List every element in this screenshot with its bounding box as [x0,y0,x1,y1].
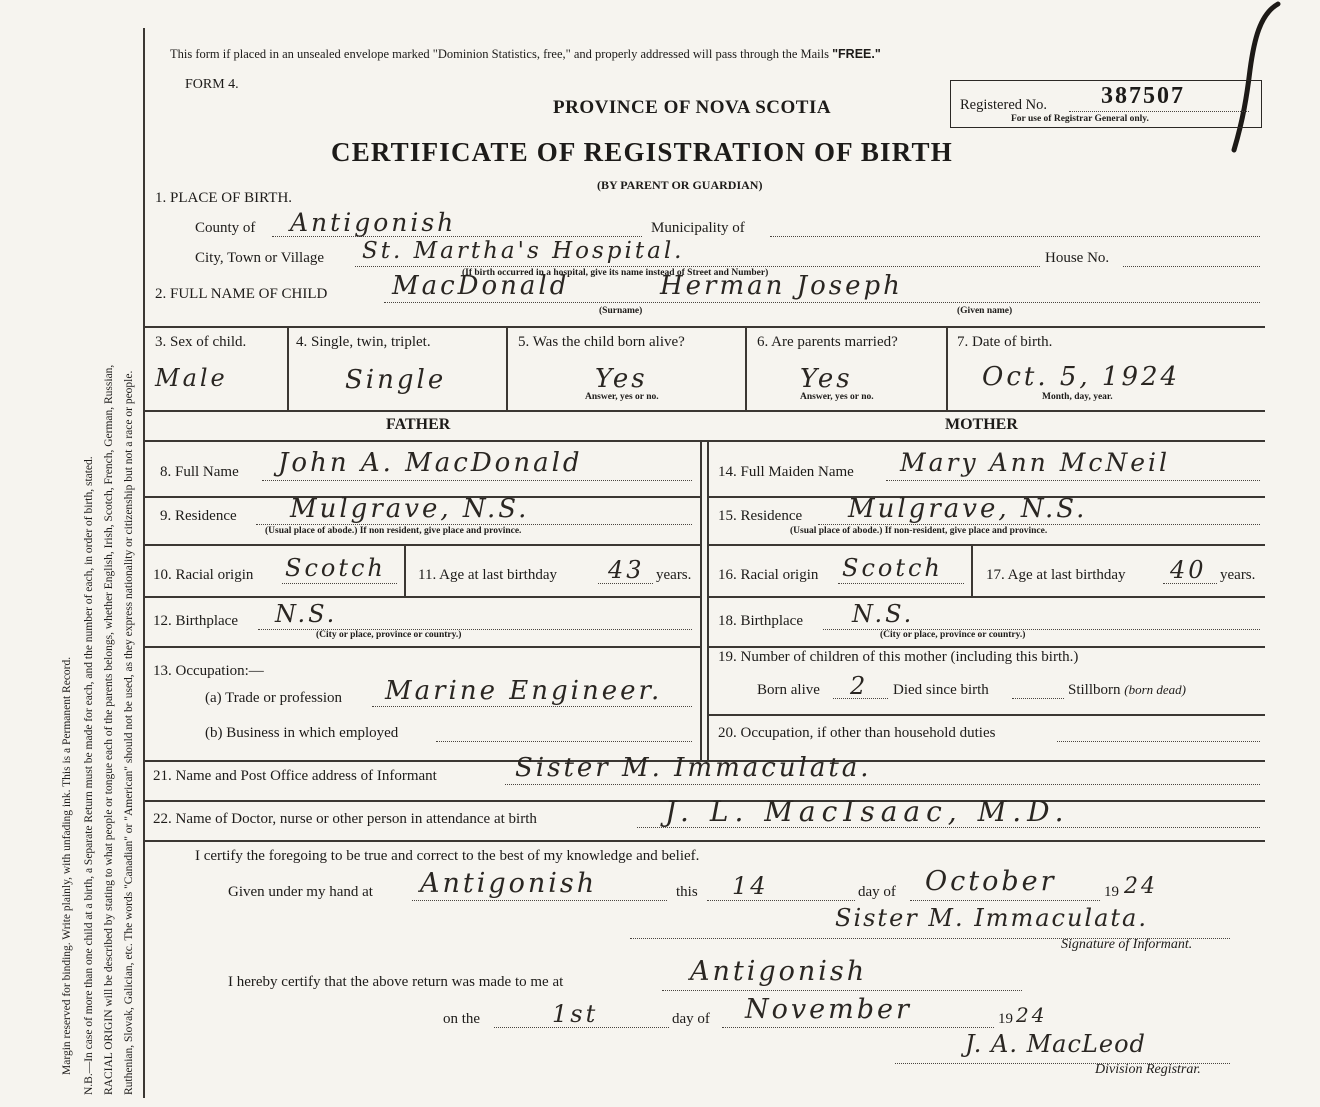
surname-note: (Surname) [599,306,643,316]
on-the-label: on the [443,1011,481,1027]
alive-answer-note: Answer, yes or no. [585,392,659,402]
municipality-dots [770,236,1260,237]
married-answer-note: Answer, yes or no. [800,392,874,402]
father-name-dots [262,480,692,481]
registered-dots [1069,111,1249,112]
father-name-value: John A. MacDonald [278,448,583,478]
mother-race-dots [838,583,964,584]
child-given-value: Herman Joseph [660,271,903,301]
doctor-label: 22. Name of Doctor, nurse or other person in attendance at birth [153,811,537,827]
father-residence-dots [256,524,692,525]
dob-note: Month, day, year. [1042,392,1113,402]
registrar-caption: Division Registrar. [1095,1062,1201,1077]
father-trade-dots [372,706,692,707]
mother-name-label: 14. Full Maiden Name [718,464,854,480]
cell-divider-3 [745,326,747,410]
informant-signature-caption: Signature of Informant. [1061,937,1193,952]
stillborn-note: (born dead) [1124,682,1187,697]
father-heading: FATHER [386,416,451,433]
sex-value: Male [155,364,228,392]
mother-name-dots [886,480,1260,481]
county-value: Antigonish [290,208,457,237]
county-label: County of [195,220,256,236]
side-note-4: Ruthenian, Slovak, Galician, etc. The words "Canadian" or "American" should not be used, as they express nationality or citizenship but not a race or people. [123,370,135,1095]
mail-notice: This form if placed in an unsealed envelope marked "Dominion Statistics, free," and properly addressed will pass through the Mails "FREE." [170,47,881,61]
mother-age-label: 17. Age at last birthday [986,567,1126,583]
father-birthplace-value: N.S. [275,600,338,628]
informant-dots [505,784,1260,785]
mother-heading: MOTHER [945,416,1018,433]
father-trade-label: (a) Trade or profession [205,690,343,706]
place-heading: 1. PLACE OF BIRTH. [155,190,293,206]
father-rule-4 [145,646,700,648]
stillborn-text: Stillborn [1068,682,1121,698]
mother-children-label: 19. Number of children of this mother (including this birth.) [718,649,1079,665]
registrar-signature: J. A. MacLeod [965,1030,1146,1058]
mother-name-value: Mary Ann McNeil [900,448,1170,477]
side-note-1: Margin reserved for binding. Write plainly, with unfading ink. This is a Permanent Record. [61,656,73,1075]
day-value: 14 [732,872,769,900]
father-residence-note: (Usual place of abode.) If non resident, give place and province. [265,526,522,536]
alive-label: 5. Was the child born alive? [518,334,685,350]
mother-residence-dots [818,524,1260,525]
reg-month-dots [722,1027,994,1028]
cell-divider-1 [287,326,289,410]
mother-residence-value: Mulgrave, N.S. [848,494,1088,524]
mother-rule-5 [707,714,1265,716]
given-note: (Given name) [957,306,1013,316]
cells-top-rule [145,326,1265,328]
doctor-rule [145,840,1265,842]
father-birthplace-label: 12. Birthplace [153,613,238,629]
father-rule-2 [145,544,700,546]
father-business-dots [436,741,692,742]
father-race-value: Scotch [285,554,386,582]
father-race-divider [404,544,406,596]
mother-residence-label: 15. Residence [718,508,803,524]
died-label: Died since birth [893,682,989,698]
reg-day-value: 1st [552,1000,599,1028]
registrar-statement: I hereby certify that the above return was made to me at [228,974,564,990]
cells-bottom-rule [145,410,1265,412]
father-residence-label: 9. Residence [160,508,237,524]
dob-label: 7. Date of birth. [957,334,1053,350]
father-trade-value: Marine Engineer. [385,676,663,706]
father-race-label: 10. Racial origin [153,567,254,583]
father-age-label: 11. Age at last birthday [418,567,557,583]
married-label: 6. Are parents married? [757,334,898,350]
father-business-label: (b) Business in which employed [205,725,399,741]
cell-divider-4 [946,326,948,410]
mother-residence-note: (Usual place of abode.) If non-resident, give place and province. [790,526,1048,536]
stillborn-label [1068,682,1186,699]
year-prefix: 19 [1104,884,1119,900]
city-dots [355,266,1040,267]
mother-occupation-dots [1057,741,1260,742]
given-label: Given under my hand at [228,884,373,900]
dob-value: Oct. 5, 1924 [982,362,1181,392]
parents-center-rule-2 [707,440,709,760]
mother-age-value: 40 [1170,556,1207,584]
child-surname-value: MacDonald [392,271,570,301]
certify-statement: I certify the foregoing to be true and correct to the best of my knowledge and belief. [195,848,700,864]
reg-month-value: November [745,994,912,1025]
year-suffix: 24 [1124,874,1158,899]
born-alive-value: 2 [850,672,869,700]
side-note-3: RACIAL ORIGIN will be described by stating to what people or tongue each of the parents belongs, whether English, Irish, Scotch, French, German, Russian, [103,364,115,1095]
child-name-label: 2. FULL NAME OF CHILD [155,286,328,302]
informant-label: 21. Name and Post Office address of Informant [153,768,437,784]
city-label: City, Town or Village [195,250,325,266]
registered-number: 387507 [1101,83,1185,109]
mother-rule-4 [707,646,1265,648]
child-name-dots [384,302,1260,303]
hospital-note: (If birth occurred in a hospital, give its name instead of Street and Number) [462,268,769,278]
this-label: this [676,884,698,900]
father-residence-value: Mulgrave, N.S. [290,494,530,524]
mother-rule-3 [707,596,1265,598]
registered-box [950,80,1262,128]
informant-value: Sister M. Immaculata. [515,753,872,783]
margin-rule [143,28,145,1098]
father-occupation-label: 13. Occupation:— [153,663,264,679]
doctor-value: J. L. MacIsaac, M.D. [665,795,1070,828]
side-note-2: N.B.—In case of more than one child at a birth, a Separate Return must be made for each, and the number of each, in order of birth, stated. [83,456,95,1095]
mother-years: years. [1220,567,1256,583]
sex-label: 3. Sex of child. [155,334,247,350]
father-rule-3 [145,596,700,598]
certificate-subtitle: (BY PARENT OR GUARDIAN) [597,178,763,192]
mother-birthplace-value: N.S. [852,600,915,628]
mother-birthplace-label: 18. Birthplace [718,613,803,629]
mother-race-label: 16. Racial origin [718,567,819,583]
father-name-label: 8. Full Name [160,464,239,480]
mother-rule-2 [707,544,1265,546]
alive-value: Yes [595,364,648,394]
father-race-dots [282,583,397,584]
house-dots [1123,266,1260,267]
house-label: House No. [1045,250,1110,266]
plurality-label: 4. Single, twin, triplet. [296,334,431,350]
mother-occupation-label: 20. Occupation, if other than household duties [718,725,996,741]
father-years: years. [656,567,692,583]
mother-race-divider [971,544,973,596]
city-value: St. Martha's Hospital. [362,238,685,264]
registered-label: Registered No. [960,97,1047,113]
father-birthplace-note: (City or place, province or country.) [316,630,462,640]
reg-day-of-label: day of [672,1011,710,1027]
parents-top-rule [145,440,1265,442]
parents-center-rule [700,440,702,760]
given-place-dots [412,900,667,901]
reg-year-prefix: 19 [998,1011,1013,1027]
form-number: FORM 4. [185,77,239,92]
father-age-value: 43 [608,556,645,584]
plurality-value: Single [345,365,447,395]
registrar-place-value: Antigonish [690,956,868,987]
informant-signature: Sister M. Immaculata. [835,904,1148,932]
given-place-value: Antigonish [420,868,598,899]
certificate-title: CERTIFICATE OF REGISTRATION OF BIRTH [331,137,953,167]
municipality-label: Municipality of [651,220,745,236]
province-heading: PROVINCE OF NOVA SCOTIA [553,97,832,118]
registrar-note: For use of Registrar General only. [1011,114,1149,124]
died-dots [1012,698,1064,699]
cell-divider-2 [506,326,508,410]
married-value: Yes [800,364,853,394]
month-value: October [925,866,1057,897]
registrar-place-dots [662,990,1022,991]
born-alive-label: Born alive [757,682,820,698]
mother-race-value: Scotch [842,554,943,582]
month-dots [910,900,1100,901]
day-dots [707,900,855,901]
reg-year-suffix: 24 [1016,1003,1048,1027]
day-of-label: day of [858,884,896,900]
mother-birthplace-note: (City or place, province or country.) [880,630,1026,640]
